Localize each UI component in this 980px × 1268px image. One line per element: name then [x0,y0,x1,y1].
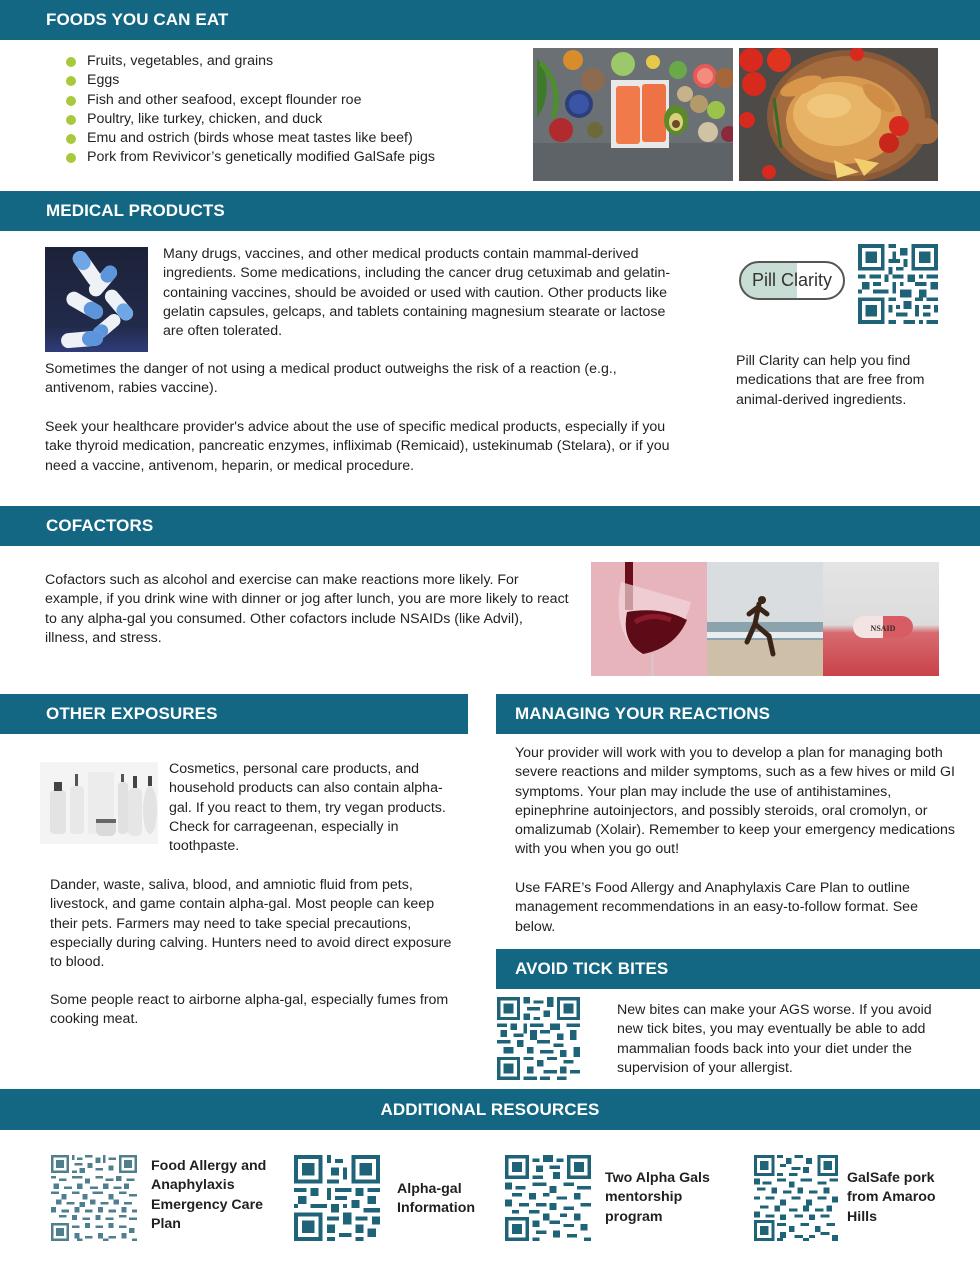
galsafe-pork-qr-code[interactable] [754,1155,838,1241]
cofactors-paragraph: Cofactors such as alcohol and exercise can make reactions more likely. For example, if you drink wine with dinner or jog after lunch, you are more likely to react to any alpha-gal you consumed. Other cofactors include NSAIDs (like Advil), illness, and stress. [45,572,569,646]
resources-header [0,1089,980,1130]
bullet-icon [66,115,76,125]
pill-clarity-logo[interactable] [739,261,845,300]
list-item: Fruits, vegetables, and grains [66,52,435,71]
other-exposures-paragraph-3: Some people react to airborne alpha-gal, especially fumes from cooking meat. [50,992,449,1028]
resource-label-two-alpha-gals[interactable]: Two Alpha Gals mentorship program [605,1170,710,1225]
pill-clarity-description: Pill Clarity can help you find medications that are free from animal-derived ingredients. [736,353,925,408]
foods-header [0,0,980,40]
resource-label-care-plan[interactable]: Food Allergy and Anaphylaxis Emergency Care Plan [151,1158,267,1232]
cofactors-header [0,506,980,546]
foods-list [66,52,435,168]
foods-title: FOODS YOU CAN EAT [46,10,229,29]
capsules-photo [45,247,148,352]
list-item: Pork from Revivicor’s genetically modified GalSafe pigs [66,148,435,167]
care-plan-qr-code[interactable] [51,1155,137,1241]
resource-label-alpha-gal-info[interactable]: Alpha-gal Information [397,1181,476,1217]
list-item: Fish and other seafood, except flounder roe [66,91,435,110]
tick-bites-qr-code[interactable] [497,997,580,1080]
nsaid-pill-photo [823,562,939,676]
pill-clarity-logo-text: Pill Clarity [751,270,832,290]
managing-paragraph-1: Your provider will work with you to develop a plan for managing both severe reactions and milder symptoms, such as a few hives or mild GI symptoms. Your plan may include the use of antihistamines, epinephrine autoinjectors, and possibly steroids, oral cromolyn, or omalizumab (Xolair). Remember to keep your emergency medications with you when you go out! [515,745,955,858]
ticks-title: AVOID TICK BITES [515,959,669,978]
list-item: Eggs [66,71,435,90]
bullet-icon [66,76,76,86]
medical-paragraph-3: Seek your healthcare provider's advice about the use of specific medical products, especially if you take thyroid medication, pancreatic enzymes, infliximab (Remicaid), ustekinumab (Stelara), or if you need a vaccine, antivenom, heparin, or medical procedure. [45,419,670,474]
beach-runner-photo [707,562,823,676]
alpha-gal-info-qr-code[interactable] [294,1155,380,1241]
nsaid-label: NSAID [870,624,896,633]
bullet-icon [66,134,76,144]
resources-title: ADDITIONAL RESOURCES [380,1099,600,1119]
resource-label-galsafe-pork[interactable]: GalSafe pork from Amaroo Hills [847,1170,936,1225]
managing-title: MANAGING YOUR REACTIONS [515,704,771,723]
wine-glass-photo [591,562,707,676]
managing-header [496,694,980,734]
list-item: Emu and ostrich (birds whose meat tastes like beef) [66,129,435,148]
medical-paragraph-1: Many drugs, vaccines, and other medical products contain mammal-derived ingredients. Some medications, including the cancer drug cetuximab and gelatin-containing vaccines, should be avoided or used with caution. Other products like gelatin capsules, gelcaps, and tablets containing magnesium stearate or lactose are often tolerated. [163,246,671,340]
ticks-header [496,949,980,989]
other-exposures-title: OTHER EXPOSURES [46,704,218,723]
bullet-icon [66,57,76,67]
other-exposures-paragraph-2: Dander, waste, saliva, blood, and amniotic fluid from pets, livestock, and game contain alpha-gal. Most people can keep their pets. Farmers may need to take special precautions, especially during calving. Hunters need to avoid direct exposure to blood. [50,877,452,971]
other-exposures-header [0,694,468,734]
medical-title: MEDICAL PRODUCTS [46,201,225,220]
cofactors-title: COFACTORS [46,516,154,535]
medical-paragraph-2: Sometimes the danger of not using a medical product outweighs the risk of a reaction (e.g., antivenom, rabies vaccine). [45,361,617,397]
other-exposures-paragraph-1: Cosmetics, personal care products, and household products can also contain alpha-gal. If you react to them, try vegan products. Check for carrageenan, especially in toothpaste. [169,761,446,855]
pill-clarity-qr-code[interactable] [858,244,938,324]
cosmetic-bottles-photo [40,762,158,844]
roast-chicken-photo [739,48,938,181]
bullet-icon [66,96,76,106]
medical-header [0,191,980,231]
ticks-paragraph: New bites can make your AGS worse. If you avoid new tick bites, you may eventually be able to add mammalian foods back into your diet under the supervision of your allergist. [617,1002,932,1076]
managing-paragraph-2: Use FARE’s Food Allergy and Anaphylaxis Care Plan to outline management recommendations in an easy-to-follow format. See below. [515,880,918,935]
two-alpha-gals-qr-code[interactable] [505,1155,591,1241]
list-item: Poultry, like turkey, chicken, and duck [66,110,435,129]
bullet-icon [66,153,76,163]
healthy-foods-photo [533,48,733,181]
